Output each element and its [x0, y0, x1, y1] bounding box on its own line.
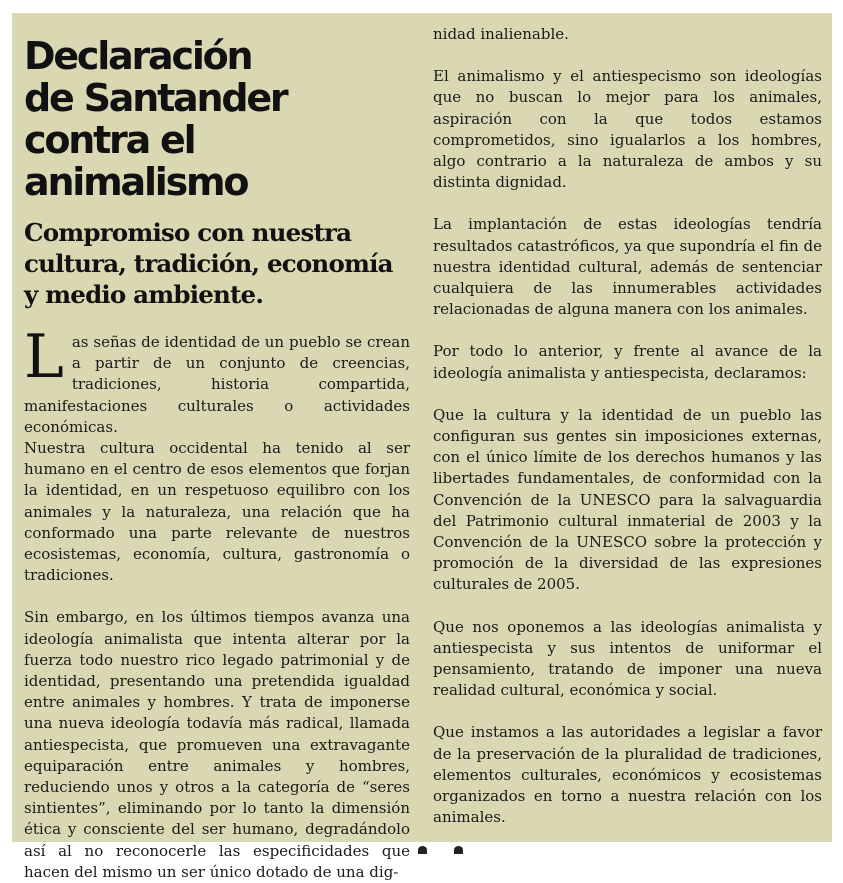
title-line: contra el animalismo [24, 118, 248, 204]
subtitle-line: y medio ambiente. [24, 280, 264, 309]
body-paragraph: El animalismo y el antiespecismo son ideologías que no buscan lo mejor para los animales, aspiración con la que todos estamos comprometidos, sino igualarlos a los hombres, algo contrario a la naturaleza de ambos y su distinta dignidad. [433, 67, 822, 192]
article-subtitle [24, 217, 410, 310]
body-paragraph-continuation: nidad inalienable. [433, 25, 569, 43]
declaration-item: Que nos oponemos a las ideologías animalista y antiespecista y sus intentos de uniformar el pensamiento, tratando de imponer una nueva realidad cultural, económica y social. [433, 617, 822, 700]
title-line: Declaración [24, 34, 252, 78]
declaration-item: Que instamos a las autoridades a legislar a favor de la preservación de la pluralidad de tradiciones, elementos culturales, económicos y ecosistemas organizados en torno a nuestra relación con los animales. [433, 723, 822, 827]
body-paragraph: Nuestra cultura occidental ha tenido al ser humano en el centro de esos elementos que forjan la identidad, en un respetuoso equilibro con los animales y la naturaleza, una relación que ha conformado una parte relevante de nuestros ecosistemas, economía, cultura, gastronomía o tradiciones. [24, 439, 410, 585]
title-line: de Santander [24, 76, 287, 120]
drop-cap: L [24, 322, 64, 392]
body-paragraph: La implantación de estas ideologías tendría resultados catastróficos, ya que supondría el fin de nuestra identidad cultural, además de sentenciar cualquiera de las innumerables actividades relacionadas de alguna manera con los animales. [433, 215, 822, 319]
article-title [24, 35, 410, 203]
subtitle-line: cultura, tradición, economía [24, 249, 393, 278]
intro-paragraph [24, 322, 410, 438]
right-column [433, 13, 822, 829]
intro-text: as señas de identidad de un pueblo se crean a partir de un conjunto de creencias, tradiciones, historia compartida, manifestaciones culturales o actividades económicas. [24, 333, 410, 436]
left-column [24, 13, 410, 883]
body-paragraph: Por todo lo anterior, y frente al avance de la ideología animalista y antiespecista, declaramos: [433, 342, 822, 382]
body-paragraph: Sin embargo, en los últimos tiempos avanza una ideología animalista que intenta alterar por la fuerza todo nuestro rico legado patrimonial y de identidad, presentando una pretendida igualdad entre animales y hombres. Y trata de imponerse una nueva ideología todavía más radical, llamada antiespecista, que promueven una extravagante equiparación entre animales y hombres, reduciendo unos y otros a la categoría de “seres sintientes”, eliminando por lo tanto la dimensión ética y consciente del ser humano, degradándolo así al no reconocerle las especificidades que hacen del mismo un ser único dotado de una dig- [24, 608, 410, 881]
page-edge-mark [418, 844, 468, 852]
declaration-item: Que la cultura y la identidad de un pueblo las configuran sus gentes sin imposiciones externas, con el único límite de los derechos humanos y las libertades fundamentales, de conformidad con la Convención de la UNESCO para la salvaguardia del Patrimonio cultural inmaterial de 2003 y la Convención de la UNESCO sobre la protección y promoción de la diversidad de las expresiones culturales de 2005. [433, 405, 822, 594]
article-panel [12, 13, 832, 881]
subtitle-line: Compromiso con nuestra [24, 218, 352, 247]
